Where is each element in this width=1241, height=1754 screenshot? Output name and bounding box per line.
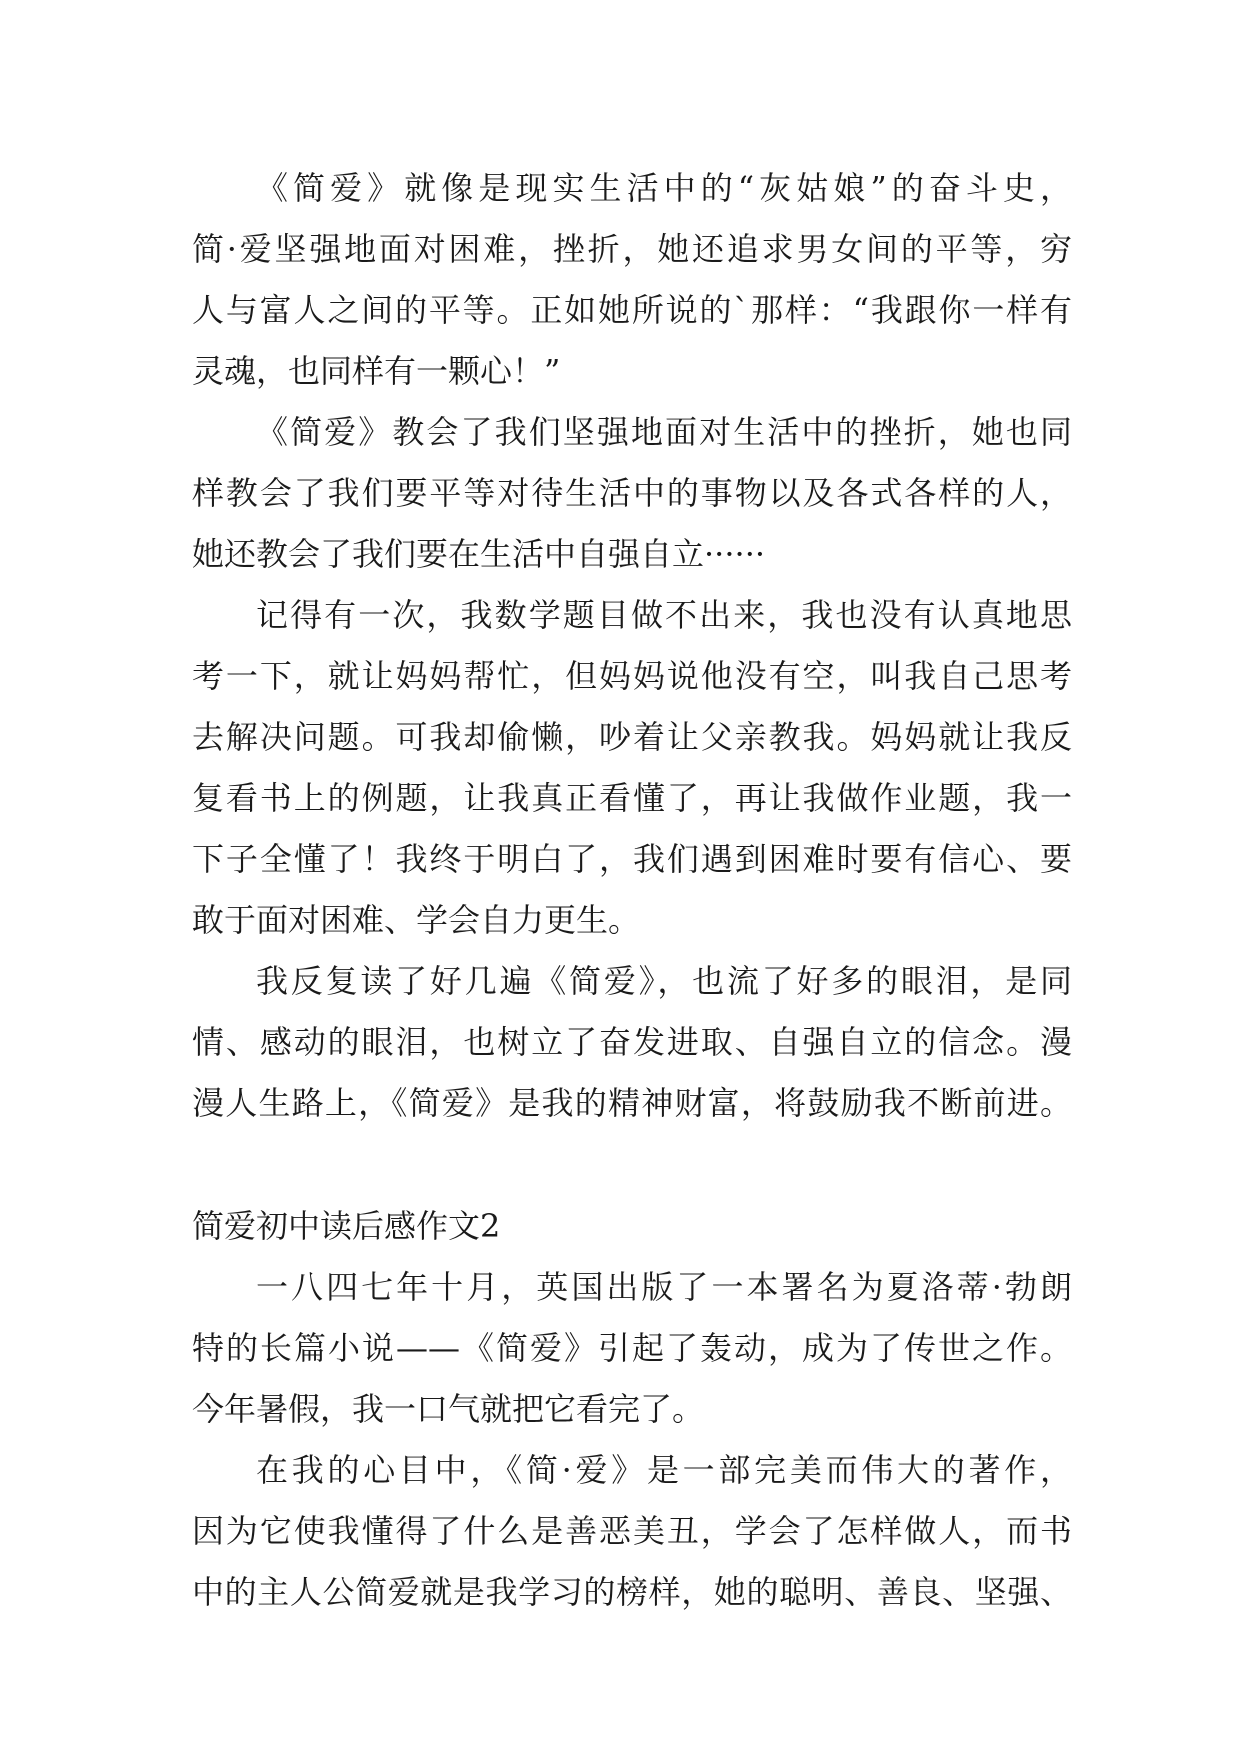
text-line: 简·爱坚强地面对困难，挫折，她还追求男女间的平等，穷 [192, 230, 1072, 268]
text-line: 灵魂，也同样有一颗心！” [192, 352, 561, 390]
text-line: 《简爱》就像是现实生活中的“灰姑娘”的奋斗史， [256, 169, 1072, 207]
text-line: 记得有一次，我数学题目做不出来，我也没有认真地思 [256, 596, 1072, 634]
text-line: 考一下，就让妈妈帮忙，但妈妈说他没有空，叫我自己思考 [192, 657, 1072, 695]
text-line: 中的主人公简爱就是我学习的榜样，她的聪明、善良、坚强、 [192, 1573, 1072, 1611]
paragraph [192, 1257, 1072, 1440]
text-line: 今年暑假，我一口气就把它看完了。 [192, 1390, 705, 1428]
text-line: 特的长篇小说——《简爱》引起了轰动，成为了传世之作。 [192, 1329, 1072, 1367]
paragraph [192, 585, 1072, 951]
paragraph [192, 402, 1072, 585]
text-line: 她还教会了我们要在生活中自强自立······ [192, 535, 766, 573]
text-line: 漫人生路上，《简爱》是我的精神财富，将鼓励我不断前进。 [192, 1084, 1072, 1122]
text-line: 因为它使我懂得了什么是善恶美丑，学会了怎样做人，而书 [192, 1512, 1072, 1550]
text-line: 情、感动的眼泪，也树立了奋发进取、自强自立的信念。漫 [192, 1023, 1072, 1061]
paragraph [192, 951, 1072, 1134]
text-line: 在我的心目中，《简·爱》是一部完美而伟大的著作， [256, 1451, 1072, 1489]
text-line: 《简爱》教会了我们坚强地面对生活中的挫折，她也同 [256, 413, 1072, 451]
text-line: 复看书上的例题，让我真正看懂了，再让我做作业题，我一 [192, 779, 1072, 817]
text-line: 人与富人之间的平等。正如她所说的`那样：“我跟你一样有 [192, 291, 1072, 329]
text-line: 样教会了我们要平等对待生活中的事物以及各式各样的人， [192, 474, 1072, 512]
paragraph [192, 158, 1072, 402]
section-heading: 简爱初中读后感作文2 [192, 1207, 501, 1245]
text-line: 一八四七年十月，英国出版了一本署名为夏洛蒂·勃朗 [256, 1268, 1072, 1306]
text-line: 下子全懂了！我终于明白了，我们遇到困难时要有信心、要 [192, 840, 1072, 878]
text-line: 敢于面对困难、学会自力更生。 [192, 901, 641, 939]
paragraph [192, 1440, 1072, 1623]
document-body [192, 158, 1072, 1623]
text-line: 我反复读了好几遍《简爱》，也流了好多的眼泪，是同 [256, 962, 1072, 1000]
text-line: 去解决问题。可我却偷懒，吵着让父亲教我。妈妈就让我反 [192, 718, 1072, 756]
